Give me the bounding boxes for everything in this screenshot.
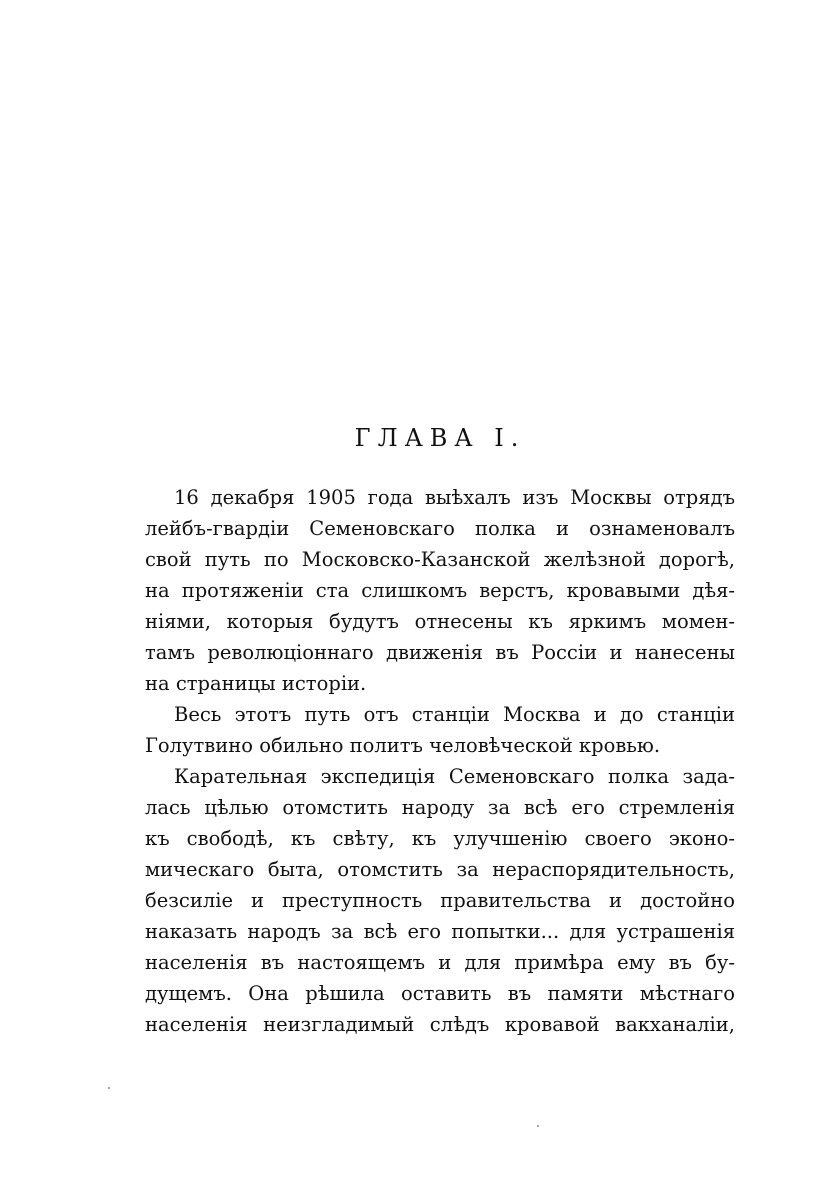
text-line: наказать народъ за всѣ его попытки... для устрашенія — [145, 920, 735, 943]
paper-speck — [537, 1125, 539, 1127]
text-line: безсиліе и преступность правительства и достойно — [145, 889, 735, 912]
text-line: ніями, которыя будутъ отнесены къ яркимъ момен- — [145, 610, 735, 633]
text-line: лейбъ-гвардіи Семеновскаго полка и ознаменовалъ — [145, 517, 735, 540]
text-line: Карательная экспедиція Семеновскаго полка зада- — [174, 765, 735, 788]
text-line: 16 декабря 1905 года выѣхалъ изъ Москвы отрядъ — [174, 486, 735, 509]
text-line: населенія въ настоящемъ и для примѣра ему въ бу- — [145, 951, 735, 974]
text-line: тамъ революціоннаго движенія въ Россіи и нанесены — [145, 641, 735, 664]
text-line: на страницы исторіи. — [145, 672, 367, 695]
text-line: Весь этотъ путь отъ станціи Москва и до станціи — [174, 703, 735, 726]
text-line: Голутвино обильно политъ человѣческой кровью. — [145, 734, 661, 757]
text-line: дущемъ. Она рѣшила оставить въ памяти мѣстнаго — [145, 982, 735, 1005]
chapter-title: ГЛАВА I. — [354, 424, 526, 452]
text-line: къ свободѣ, къ свѣту, къ улучшенію своего эконо- — [145, 827, 735, 850]
text-line: мическаго быта, отомстить за нераспорядительность, — [145, 858, 735, 881]
body-text — [145, 482, 735, 1040]
text-line: населенія неизгладимый слѣдъ кровавой вакханаліи, — [145, 1013, 735, 1036]
text-line: на протяженіи ста слишкомъ верстъ, кровавыми дѣя- — [145, 579, 735, 602]
text-line: свой путь по Московско-Казанской желѣзной дорогѣ, — [145, 548, 735, 571]
text-line: лась цѣлью отомстить народу за всѣ его стремленія — [145, 796, 735, 819]
paper-speck — [108, 1087, 110, 1089]
